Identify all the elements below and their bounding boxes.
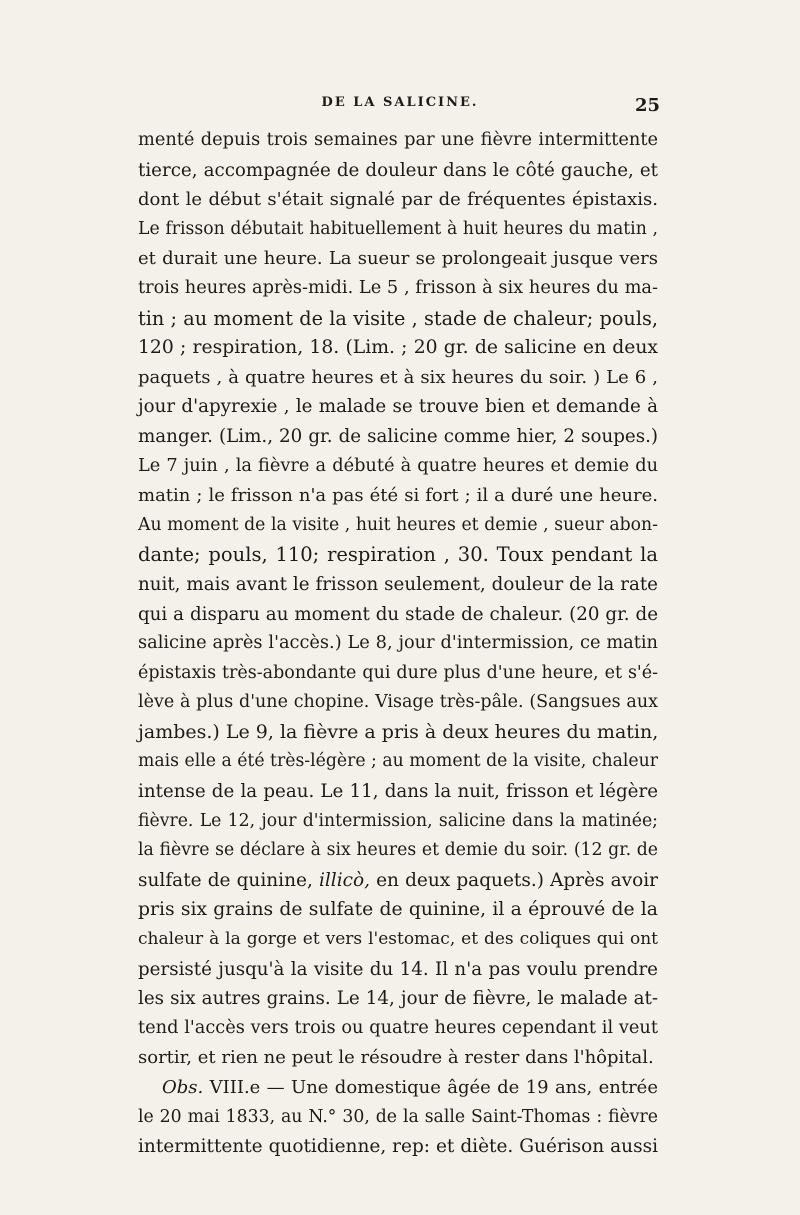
text-line: tin ; au moment de la visite , stade de chaleur; pouls, <box>138 306 658 330</box>
text-line: Le frisson débutait habituellement à huit heures du matin , <box>138 218 658 239</box>
observation-label: Obs. <box>162 1077 204 1098</box>
text-line: la fièvre se déclare à six heures et demie du soir. (12 gr. de <box>138 840 658 861</box>
text-line: épistaxis très-abondante qui dure plus d'une heure, et s'é- <box>138 662 658 683</box>
text-line: les six autres grains. Le 14, jour de fièvre, le malade at- <box>138 988 658 1010</box>
text-line: qui a disparu au moment du stade de chaleur. (20 gr. de <box>138 603 658 625</box>
text-line: pris six grains de sulfate de quinine, il a éprouvé de la <box>138 899 658 921</box>
text-line: jambes.) Le 9, la fièvre a pris à deux heures du matin, <box>138 720 659 743</box>
text-line: chaleur à la gorge et vers l'estomac, et des coliques qui ont <box>138 929 658 950</box>
text-line: 120 ; respiration, 18. (Lim. ; 20 gr. de salicine en deux <box>138 337 658 359</box>
text-line: dante; pouls, 110; respiration , 30. Toux pendant la <box>138 543 658 567</box>
running-title: DE LA SALICINE. <box>321 95 479 110</box>
text-line: sortir, et rien ne peut le résoudre à rester dans l'hôpital. <box>138 1047 654 1069</box>
text-line: menté depuis trois semaines par une fièvre intermittente <box>138 130 658 150</box>
italic-term: illicò, <box>318 869 370 891</box>
text-fragment: sulfate de quinine, <box>138 869 313 891</box>
body-text <box>138 126 658 1162</box>
text-line: dont le début s'était signalé par de fréquentes épistaxis. <box>138 189 658 211</box>
text-line: manger. (Lim., 20 gr. de salicine comme hier, 2 soupes.) <box>138 425 658 447</box>
text-line: tierce, accompagnée de douleur dans le côté gauche, et <box>138 159 658 181</box>
text-line: Le 7 juin , la fièvre a débuté à quatre heures et demie du <box>138 455 658 476</box>
text-line: tend l'accès vers trois ou quatre heures cependant il veut <box>138 1017 658 1038</box>
text-line: trois heures après-midi. Le 5 , frisson à six heures du ma- <box>138 277 658 298</box>
text-line: et durait une heure. La sueur se prolongeait jusque vers <box>138 248 658 270</box>
text-line: mais elle a été très-légère ; au moment de la visite, chaleur <box>138 751 658 772</box>
text-fragment: en deux paquets.) Après avoir <box>376 869 658 891</box>
text-line: persisté jusqu'à la visite du 14. Il n'a pas voulu prendre <box>138 958 658 980</box>
text-line: le 20 mai 1833, au N.° 30, de la salle Saint-Thomas : fièvre <box>138 1106 658 1127</box>
text-line: fièvre. Le 12, jour d'intermission, salicine dans la matinée; <box>138 810 658 831</box>
text-line: Au moment de la visite , huit heures et demie , sueur abon- <box>138 514 658 535</box>
page-number: 25 <box>634 95 660 116</box>
text-line: salicine après l'accès.) Le 8, jour d'intermission, ce matin <box>138 633 658 654</box>
observation-heading-line <box>138 1073 658 1103</box>
text-line <box>138 866 658 896</box>
text-line: jour d'apyrexie , le malade se trouve bien et demande à <box>138 396 658 418</box>
text-fragment: VIII.e — Une domestique âgée de 19 ans, entrée <box>209 1077 658 1098</box>
text-line: intense de la peau. Le 11, dans la nuit, frisson et légère <box>138 781 658 803</box>
running-head <box>140 95 660 119</box>
text-line: nuit, mais avant le frisson seulement, douleur de la rate <box>138 573 658 595</box>
text-line: lève à plus d'une chopine. Visage très-pâle. (Sangsues aux <box>138 692 658 713</box>
text-line: intermittente quotidienne, rep: et diète. Guérison aussi <box>138 1136 658 1158</box>
text-line: matin ; le frisson n'a pas été si fort ; il a duré une heure. <box>138 485 658 507</box>
text-line: paquets , à quatre heures et à six heures du soir. ) Le 6 , <box>138 366 658 388</box>
